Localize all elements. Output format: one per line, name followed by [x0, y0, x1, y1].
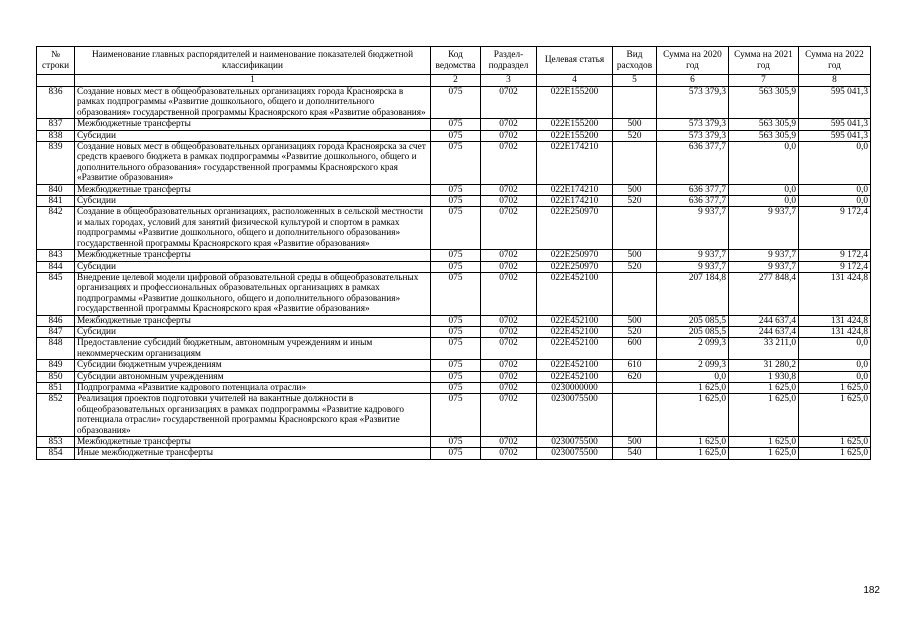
table-row: [37, 382, 871, 393]
department-code: 075: [431, 207, 481, 250]
row-name: Создание в общеобразовательных организациях, расположенных в сельской местности и малых городах, условий для занятий физической культурой и спортом в рамках подпрограммы «Развитие дошкольного, общего и дополнительного образования» государственной программы Красноярского края «Развитие образования»: [75, 207, 431, 250]
header-sum-2020: Сумма на 2020 год: [657, 47, 729, 75]
sum-2020: 207 184,8: [657, 272, 729, 315]
sum-2022: 0,0: [799, 371, 871, 382]
sum-2022: 0,0: [799, 360, 871, 371]
target-article: 022E174210: [537, 184, 613, 195]
department-code: 075: [431, 382, 481, 393]
department-code: 075: [431, 119, 481, 130]
sum-2020: 9 937,7: [657, 261, 729, 272]
section-code: 0702: [481, 326, 537, 337]
expense-type: [613, 142, 657, 185]
sum-2022: 595 041,3: [799, 87, 871, 119]
row-number: 840: [37, 184, 75, 195]
table-body: [37, 87, 871, 460]
row-name: Иные межбюджетные трансферты: [75, 448, 431, 459]
department-code: 075: [431, 184, 481, 195]
row-name: Межбюджетные трансферты: [75, 250, 431, 261]
sum-2022: 1 625,0: [799, 448, 871, 459]
sum-2020: 573 379,3: [657, 119, 729, 130]
target-article: 0230075500: [537, 394, 613, 437]
header-target-article: Целевая статья: [537, 47, 613, 75]
row-number: 842: [37, 207, 75, 250]
department-code: 075: [431, 338, 481, 360]
header-row: [37, 47, 871, 75]
row-number: 844: [37, 261, 75, 272]
expense-type: 540: [613, 448, 657, 459]
table-row: [37, 130, 871, 141]
table-row: [37, 394, 871, 437]
header-expense-type: Вид расходов: [613, 47, 657, 75]
sum-2022: 0,0: [799, 184, 871, 195]
row-number: 846: [37, 315, 75, 326]
table-row: [37, 184, 871, 195]
sum-2020: 636 377,7: [657, 196, 729, 207]
budget-table: [36, 46, 871, 460]
target-article: 0230075500: [537, 448, 613, 459]
sum-2022: 595 041,3: [799, 130, 871, 141]
section-code: 0702: [481, 119, 537, 130]
expense-type: 500: [613, 184, 657, 195]
section-code: 0702: [481, 184, 537, 195]
row-name: Субсидии бюджетным учреждениям: [75, 360, 431, 371]
sum-2020: 1 625,0: [657, 437, 729, 448]
row-number: 853: [37, 437, 75, 448]
header-name: Наименование главных распорядителей и наименование показателей бюджетной классификации: [75, 47, 431, 75]
section-code: 0702: [481, 261, 537, 272]
row-number: 849: [37, 360, 75, 371]
sum-2022: 1 625,0: [799, 437, 871, 448]
table-row: [37, 119, 871, 130]
row-name: Создание новых мест в общеобразовательных организациях города Красноярска за счет средств краевого бюджета в рамках подпрограммы «Развитие дошкольного, общего и дополнительного образования» государственной программы Красноярского края «Развитие образования»: [75, 142, 431, 185]
expense-type: 520: [613, 326, 657, 337]
sum-2020: 636 377,7: [657, 184, 729, 195]
column-number: 8: [799, 75, 871, 87]
expense-type: 620: [613, 371, 657, 382]
header-row-number: № строки: [37, 47, 75, 75]
section-code: 0702: [481, 87, 537, 119]
sum-2021: 0,0: [729, 142, 799, 185]
sum-2021: 33 211,0: [729, 338, 799, 360]
row-number: 841: [37, 196, 75, 207]
table-row: [37, 196, 871, 207]
table-row: [37, 272, 871, 315]
section-code: 0702: [481, 437, 537, 448]
target-article: 022E250970: [537, 250, 613, 261]
department-code: 075: [431, 250, 481, 261]
table-row: [37, 261, 871, 272]
sum-2021: 1 625,0: [729, 394, 799, 437]
sum-2021: 1 930,8: [729, 371, 799, 382]
row-name: Межбюджетные трансферты: [75, 119, 431, 130]
target-article: 022E452100: [537, 272, 613, 315]
table-row: [37, 326, 871, 337]
expense-type: [613, 382, 657, 393]
column-number: 2: [431, 75, 481, 87]
department-code: 075: [431, 261, 481, 272]
table-row: [37, 360, 871, 371]
sum-2021: 9 937,7: [729, 261, 799, 272]
expense-type: 500: [613, 437, 657, 448]
sum-2021: 277 848,4: [729, 272, 799, 315]
sum-2020: 0,0: [657, 371, 729, 382]
section-code: 0702: [481, 207, 537, 250]
row-number: 843: [37, 250, 75, 261]
row-number: 850: [37, 371, 75, 382]
target-article: 022E174210: [537, 142, 613, 185]
sum-2022: 131 424,8: [799, 272, 871, 315]
department-code: 075: [431, 142, 481, 185]
column-number: 5: [613, 75, 657, 87]
target-article: 022E155200: [537, 87, 613, 119]
expense-type: [613, 272, 657, 315]
sum-2020: 2 099,3: [657, 338, 729, 360]
sum-2021: 563 305,9: [729, 87, 799, 119]
sum-2022: 131 424,8: [799, 326, 871, 337]
table-row: [37, 315, 871, 326]
sum-2020: 1 625,0: [657, 394, 729, 437]
sum-2022: 0,0: [799, 196, 871, 207]
target-article: 022E250970: [537, 207, 613, 250]
column-number: 4: [537, 75, 613, 87]
section-code: 0702: [481, 371, 537, 382]
row-name: Межбюджетные трансферты: [75, 184, 431, 195]
department-code: 075: [431, 130, 481, 141]
department-code: 075: [431, 87, 481, 119]
section-code: 0702: [481, 142, 537, 185]
department-code: 075: [431, 196, 481, 207]
table-row: [37, 437, 871, 448]
department-code: 075: [431, 394, 481, 437]
row-name: Реализация проектов подготовки учителей на вакантные должности в общеобразовательных организациях в рамках подпрограммы «Развитие кадрового потенциала отрасли» государственной программы Красноярского края «Развитие образования»: [75, 394, 431, 437]
expense-type: [613, 207, 657, 250]
expense-type: [613, 87, 657, 119]
sum-2022: 595 041,3: [799, 119, 871, 130]
column-number: 1: [75, 75, 431, 87]
header-section: Раздел-подраздел: [481, 47, 537, 75]
row-name: Подпрограмма «Развитие кадрового потенциала отрасли»: [75, 382, 431, 393]
sum-2022: 9 172,4: [799, 250, 871, 261]
table-row: [37, 338, 871, 360]
expense-type: 520: [613, 261, 657, 272]
row-number: 852: [37, 394, 75, 437]
department-code: 075: [431, 272, 481, 315]
table-row: [37, 87, 871, 119]
row-name: Субсидии: [75, 261, 431, 272]
column-number: 3: [481, 75, 537, 87]
section-code: 0702: [481, 196, 537, 207]
expense-type: 500: [613, 315, 657, 326]
expense-type: 600: [613, 338, 657, 360]
section-code: 0702: [481, 394, 537, 437]
department-code: 075: [431, 448, 481, 459]
sum-2021: 1 625,0: [729, 437, 799, 448]
sum-2021: 9 937,7: [729, 250, 799, 261]
row-name: Субсидии: [75, 326, 431, 337]
department-code: 075: [431, 326, 481, 337]
sum-2022: 1 625,0: [799, 394, 871, 437]
row-name: Межбюджетные трансферты: [75, 437, 431, 448]
sum-2020: 1 625,0: [657, 382, 729, 393]
section-code: 0702: [481, 360, 537, 371]
department-code: 075: [431, 360, 481, 371]
expense-type: [613, 394, 657, 437]
section-code: 0702: [481, 315, 537, 326]
row-number: 839: [37, 142, 75, 185]
target-article: 022E155200: [537, 130, 613, 141]
row-number: 847: [37, 326, 75, 337]
sum-2022: 1 625,0: [799, 382, 871, 393]
sum-2020: 1 625,0: [657, 448, 729, 459]
sum-2021: 1 625,0: [729, 448, 799, 459]
page-number: 182: [863, 585, 880, 596]
row-number: 837: [37, 119, 75, 130]
target-article: 022E174210: [537, 196, 613, 207]
department-code: 075: [431, 371, 481, 382]
row-number: 851: [37, 382, 75, 393]
sum-2021: 9 937,7: [729, 207, 799, 250]
table-row: [37, 371, 871, 382]
section-code: 0702: [481, 448, 537, 459]
sum-2020: 573 379,3: [657, 130, 729, 141]
section-code: 0702: [481, 130, 537, 141]
department-code: 075: [431, 315, 481, 326]
sum-2021: 563 305,9: [729, 119, 799, 130]
sum-2021: 0,0: [729, 196, 799, 207]
sum-2022: 0,0: [799, 142, 871, 185]
column-number: 7: [729, 75, 799, 87]
target-article: 022E155200: [537, 119, 613, 130]
target-article: 022E250970: [537, 261, 613, 272]
sum-2021: 244 637,4: [729, 326, 799, 337]
column-number-row: [37, 75, 871, 87]
target-article: 022E452100: [537, 338, 613, 360]
target-article: 0230075500: [537, 437, 613, 448]
sum-2022: 131 424,8: [799, 315, 871, 326]
sum-2020: 636 377,7: [657, 142, 729, 185]
column-number: 6: [657, 75, 729, 87]
target-article: 022E452100: [537, 360, 613, 371]
row-number: 836: [37, 87, 75, 119]
section-code: 0702: [481, 272, 537, 315]
header-sum-2022: Сумма на 2022 год: [799, 47, 871, 75]
sum-2021: 563 305,9: [729, 130, 799, 141]
sum-2021: 0,0: [729, 184, 799, 195]
row-number: 845: [37, 272, 75, 315]
table-row: [37, 207, 871, 250]
row-number: 848: [37, 338, 75, 360]
row-number: 838: [37, 130, 75, 141]
table-row: [37, 250, 871, 261]
row-name: Предоставление субсидий бюджетным, автономным учреждениям и иным некоммерческим организациям: [75, 338, 431, 360]
row-name: Субсидии: [75, 196, 431, 207]
sum-2022: 0,0: [799, 338, 871, 360]
sum-2020: 9 937,7: [657, 207, 729, 250]
row-name: Субсидии автономным учреждениям: [75, 371, 431, 382]
sum-2020: 205 085,5: [657, 315, 729, 326]
header-department-code: Код ведомства: [431, 47, 481, 75]
section-code: 0702: [481, 382, 537, 393]
column-number: [37, 75, 75, 87]
target-article: 022E452100: [537, 315, 613, 326]
expense-type: 520: [613, 196, 657, 207]
row-name: Субсидии: [75, 130, 431, 141]
department-code: 075: [431, 437, 481, 448]
sum-2021: 31 280,2: [729, 360, 799, 371]
row-name: Межбюджетные трансферты: [75, 315, 431, 326]
expense-type: 610: [613, 360, 657, 371]
expense-type: 500: [613, 119, 657, 130]
sum-2022: 9 172,4: [799, 207, 871, 250]
sum-2020: 205 085,5: [657, 326, 729, 337]
sum-2021: 1 625,0: [729, 382, 799, 393]
expense-type: 520: [613, 130, 657, 141]
target-article: 022E452100: [537, 371, 613, 382]
row-name: Создание новых мест в общеобразовательных организациях города Красноярска в рамках подпрограммы «Развитие дошкольного, общего и дополнительного образования» государственной программы Красноярского края «Развитие образования»: [75, 87, 431, 119]
sum-2022: 9 172,4: [799, 261, 871, 272]
target-article: 0230000000: [537, 382, 613, 393]
sum-2020: 573 379,3: [657, 87, 729, 119]
row-name: Внедрение целевой модели цифровой образовательной среды в общеобразовательных организациях и профессиональных образовательных организациях в рамках подпрограммы «Развитие дошкольного, общего и дополнительного образования» государственной программы Красноярского края «Развитие образования»: [75, 272, 431, 315]
row-number: 854: [37, 448, 75, 459]
sum-2020: 2 099,3: [657, 360, 729, 371]
target-article: 022E452100: [537, 326, 613, 337]
expense-type: 500: [613, 250, 657, 261]
sum-2021: 244 637,4: [729, 315, 799, 326]
sum-2020: 9 937,7: [657, 250, 729, 261]
table-row: [37, 142, 871, 185]
table-row: [37, 448, 871, 459]
header-sum-2021: Сумма на 2021 год: [729, 47, 799, 75]
section-code: 0702: [481, 338, 537, 360]
section-code: 0702: [481, 250, 537, 261]
